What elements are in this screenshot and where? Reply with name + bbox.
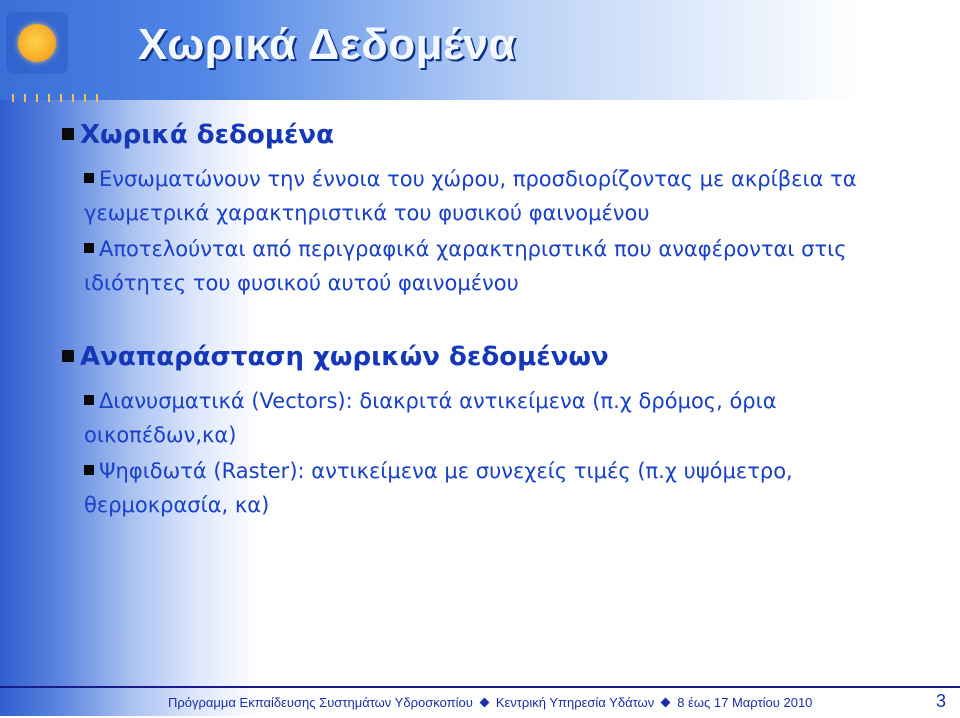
bullet-square-icon <box>84 395 94 405</box>
slide-footer <box>0 686 960 718</box>
section-heading-text: Αναπαράσταση χωρικών δεδομένων <box>80 342 609 372</box>
footer-program: Πρόγραμμα Εκπαίδευσης Συστημάτων Υδροσκοπίου <box>168 695 473 710</box>
section-heading <box>62 342 609 372</box>
section-heading-text: Χωρικά δεδομένα <box>80 120 335 150</box>
list-item <box>84 384 934 452</box>
page-number: 3 <box>935 691 946 711</box>
list-item <box>84 454 934 522</box>
bullet-square-icon <box>62 128 74 140</box>
diamond-separator-icon <box>661 698 671 708</box>
decorative-ruler <box>12 94 102 102</box>
list-item <box>84 162 934 230</box>
bullet-square-icon <box>84 173 94 183</box>
bullet-square-icon <box>62 350 74 362</box>
sun-icon <box>18 24 56 62</box>
bullet-square-icon <box>84 243 94 253</box>
footer-text <box>168 695 812 710</box>
footer-organization: Κεντρική Υπηρεσία Υδάτων <box>495 695 655 710</box>
list-item-text: Αποτελούνται από περιγραφικά χαρακτηριστικά που αναφέρονται στις ιδιότητες του φυσικού αυτού φαινομένου <box>84 237 847 295</box>
footer-date: 8 έως 17 Μαρτίου 2010 <box>677 695 813 710</box>
section-heading <box>62 120 334 150</box>
diamond-separator-icon <box>479 698 489 708</box>
list-item <box>84 232 934 300</box>
list-item-text: Ενσωματώνουν την έννοια του χώρου, προσδιορίζοντας με ακρίβεια τα γεωμετρικά χαρακτηριστικά του φυσικού φαινομένου <box>84 167 857 225</box>
list-item-text: Ψηφιδωτά (Raster): αντικείμενα με συνεχείς τιμές (π.χ υψόμετρο, θερμοκρασία, κα) <box>84 459 793 517</box>
list-item-text: Διανυσματικά (Vectors): διακριτά αντικείμενα (π.χ δρόμος, όρια οικοπέδων,κα) <box>84 389 777 447</box>
slide-title: Χωρικά Δεδομένα <box>138 20 516 69</box>
bullet-square-icon <box>84 465 94 475</box>
